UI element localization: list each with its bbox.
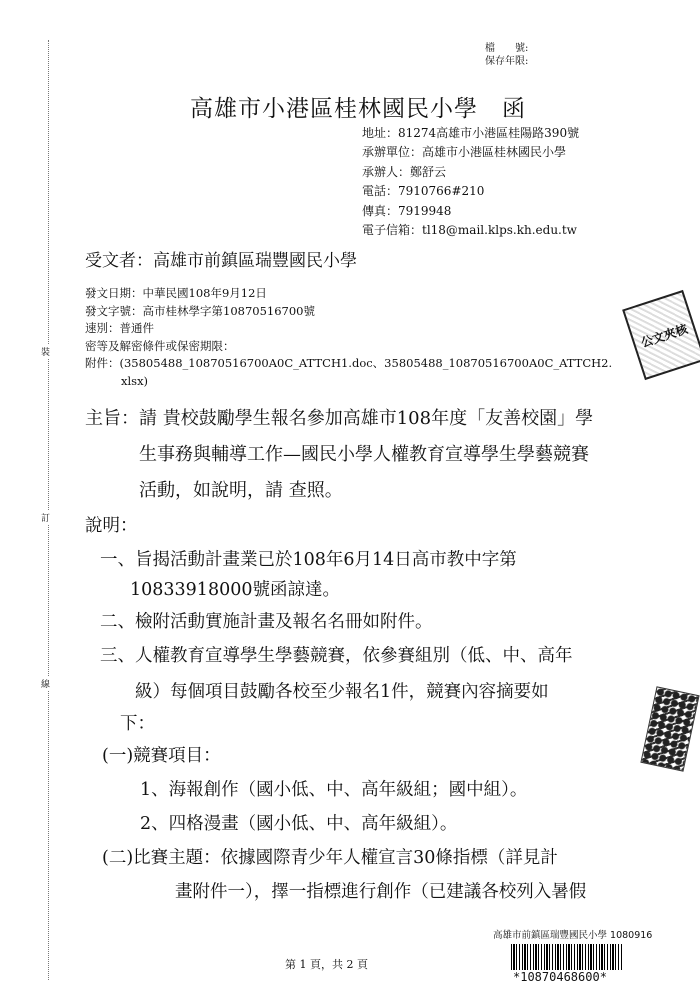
binding-mark-zhuang: 裝 — [41, 344, 50, 359]
explanation-item-1-line-1: 一、旨揭活動計畫業已於108年6月14日高市教中字第 — [100, 550, 517, 570]
recipient: 受文者：高雄市前鎮區瑞豐國民小學 — [85, 251, 357, 271]
contact-fax: 傳真：7919948 — [362, 203, 452, 218]
subject-line-1: 主旨：請 貴校鼓勵學生報名參加高雄市108年度「友善校園」學 — [85, 408, 594, 429]
explanation-item-1-line-2: 10833918000號函諒達。 — [130, 580, 340, 600]
explanation-item-3-line-3: 下： — [120, 714, 155, 734]
contact-block — [362, 124, 579, 240]
binding-mark-xian: 線 — [41, 676, 50, 691]
subject-line-3: 活動，如說明，請 查照。 — [139, 480, 343, 501]
document-title: 高雄市小港區桂林國民小學 函 — [190, 96, 526, 122]
side-seal — [640, 686, 699, 771]
meta-block — [85, 285, 612, 391]
contact-address: 地址：81274高雄市小港區桂陽路390號 — [362, 126, 580, 140]
contact-email: 電子信箱：tl18@mail.klps.kh.edu.tw — [362, 223, 577, 238]
barcode — [511, 944, 623, 970]
speed-level: 速別：普通件 — [85, 321, 154, 336]
contact-person: 承辦人：鄭舒云 — [362, 164, 447, 179]
contact-unit: 承辦單位：高雄市小港區桂林國民小學 — [362, 145, 567, 160]
secrecy-level: 密等及解密條件或保密期限： — [85, 338, 235, 353]
barcode-number: *10870468600* — [513, 970, 607, 984]
issue-date: 發文日期：中華民國108年9月12日 — [85, 286, 267, 300]
explanation-item-3-line-2: 級）每個項目鼓勵各校至少報名1件，競賽內容摘要如 — [135, 682, 549, 702]
sub-item-2-line-2: 畫附件一），擇一指標進行創作（已建議各校列入暑假 — [175, 882, 587, 902]
binding-mark-ding: 訂 — [41, 510, 50, 525]
issue-number: 發文字號：高市桂林學字第10870516700號 — [85, 303, 315, 318]
contact-phone: 電話：7910766#210 — [362, 184, 485, 199]
explanation-heading: 說明： — [85, 516, 138, 536]
archive-info — [485, 42, 528, 68]
sub-item-1-comic: 2、四格漫畫（國小低、中、高年級組）。 — [140, 814, 458, 834]
sub-item-1-poster: 1、海報創作（國小低、中、高年級組；國中組）。 — [140, 780, 528, 800]
sub-item-2-line-1: (二)比賽主題：依據國際青少年人權宣言30條指標（詳見計 — [102, 848, 558, 868]
file-number-label: 檔 號: — [485, 43, 529, 54]
explanation-item-3-line-1: 三、人權教育宣導學生學藝競賽，依參賽組別（低、中、高年 — [100, 646, 573, 666]
explanation-item-2: 二、檢附活動實施計畫及報名名冊如附件。 — [100, 612, 433, 632]
sub-item-1-heading: (一)競賽項目： — [102, 746, 221, 766]
receiver-code: 高雄市前鎮區瑞豐國民小學 1080916 — [493, 930, 653, 941]
receipt-stamp: 公文夾核 — [622, 290, 700, 380]
attachment-line-2: xlsx) — [121, 373, 149, 388]
page-info: 第 1 頁，共 2 頁 — [285, 958, 368, 971]
retention-label: 保存年限: — [485, 56, 529, 67]
subject-line-2: 生事務與輔導工作—國民小學人權教育宣導學生學藝競賽 — [139, 444, 589, 465]
attachment-line-1: 附件：(35805488_10870516700A0C_ATTCH1.doc、35805488_10870516700A0C_ATTCH2. — [85, 356, 613, 371]
